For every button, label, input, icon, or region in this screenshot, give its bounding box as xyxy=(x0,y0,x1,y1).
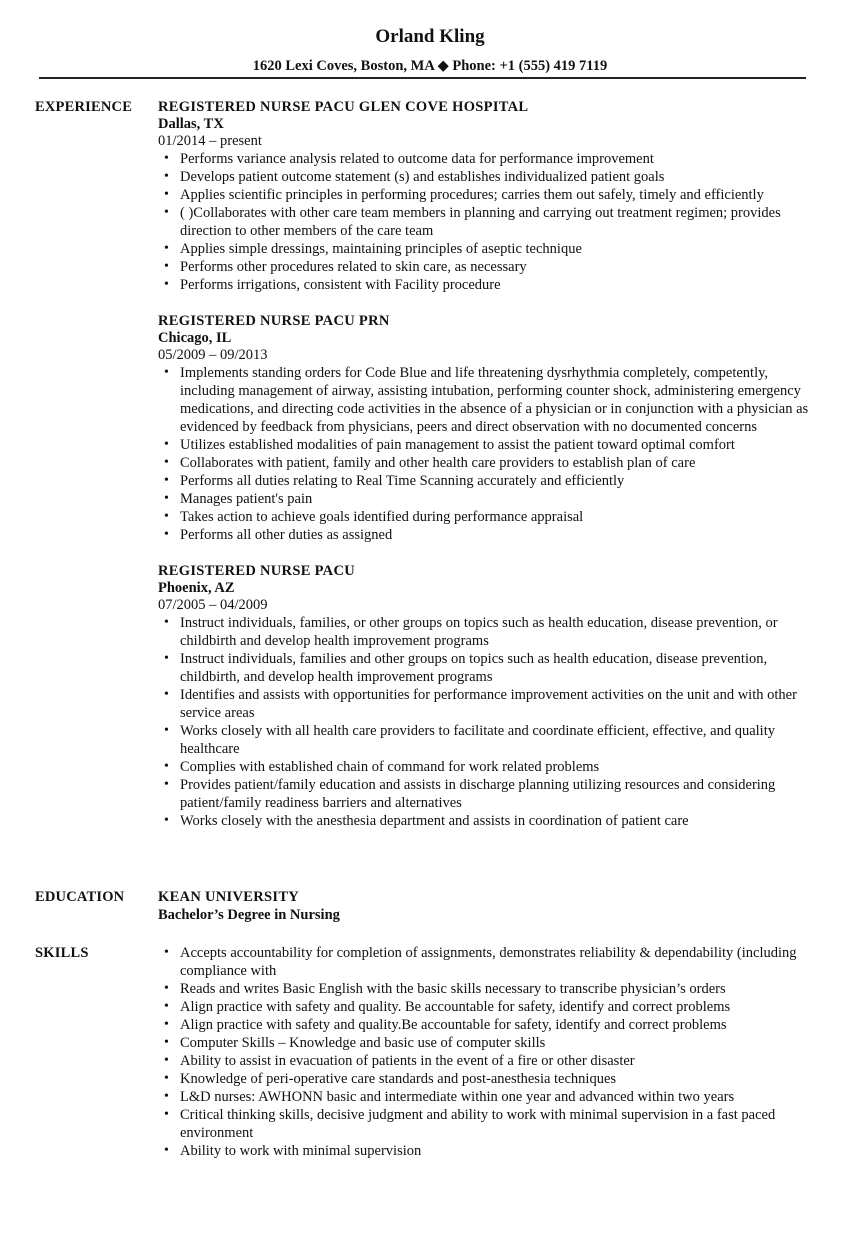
bullet-item: • Instruct individuals, families, or other groups on topics such as health education, disease prevention, or childbirth and develop health improvement programs xyxy=(180,614,810,650)
bullet-item: • Works closely with all health care providers to facilitate and coordinate efficient, effective, and quality healthcare xyxy=(180,722,810,758)
job-bullets xyxy=(158,364,810,544)
bullet-item: • Instruct individuals, families and other groups on topics such as health education, disease prevention, childbirth, and develop health improvement programs xyxy=(180,650,810,686)
skills-section xyxy=(35,944,810,1160)
bullet-item: • Performs irrigations, consistent with Facility procedure xyxy=(180,276,810,294)
skill-item: • Knowledge of peri-operative care standards and post-anesthesia techniques xyxy=(180,1070,810,1088)
job-dates: 01/2014 – present xyxy=(158,133,262,149)
degree-name: Bachelor’s Degree in Nursing xyxy=(158,907,340,923)
job-title: REGISTERED NURSE PACU GLEN COVE HOSPITAL xyxy=(158,99,529,115)
bullet-item: • Applies scientific principles in performing procedures; carries them out safely, timely and efficiently xyxy=(180,186,810,204)
job-entry xyxy=(158,98,810,294)
job-location: Phoenix, AZ xyxy=(158,580,235,596)
experience-section xyxy=(35,98,810,848)
job-dates: 05/2009 – 09/2013 xyxy=(158,347,268,363)
bullet-item: • Performs all other duties as assigned xyxy=(180,526,810,544)
bullet-item: • Complies with established chain of command for work related problems xyxy=(180,758,810,776)
bullet-item: • Performs variance analysis related to outcome data for performance improvement xyxy=(180,150,810,168)
bullet-item: • Takes action to achieve goals identified during performance appraisal xyxy=(180,508,810,526)
bullet-item: • Applies simple dressings, maintaining principles of aseptic technique xyxy=(180,240,810,258)
job-location: Dallas, TX xyxy=(158,116,224,132)
school-name: KEAN UNIVERSITY xyxy=(158,889,300,905)
bullet-item: • Utilizes established modalities of pain management to assist the patient toward optimal comfort xyxy=(180,436,810,454)
header-divider xyxy=(39,77,806,79)
job-dates: 07/2005 – 04/2009 xyxy=(158,597,268,613)
section-title-education: EDUCATION xyxy=(35,889,125,905)
skill-item: • Computer Skills – Knowledge and basic use of computer skills xyxy=(180,1034,810,1052)
job-entry xyxy=(158,562,810,830)
bullet-item: • Performs all duties relating to Real Time Scanning accurately and efficiently xyxy=(180,472,810,490)
bullet-item: • Works closely with the anesthesia department and assists in coordination of patient care xyxy=(180,812,810,830)
contact-line: 1620 Lexi Coves, Boston, MA ◆ Phone: +1 (555) 419 7119 xyxy=(252,58,608,74)
skill-item: • Align practice with safety and quality.Be accountable for safety, identify and correct problems xyxy=(180,1016,810,1034)
bullet-item: • Performs other procedures related to skin care, as necessary xyxy=(180,258,810,276)
job-location: Chicago, IL xyxy=(158,330,232,346)
section-title-skills: SKILLS xyxy=(35,945,89,961)
section-title-experience: EXPERIENCE xyxy=(35,99,133,115)
skill-item: • L&D nurses: AWHONN basic and intermediate within one year and advanced within two years xyxy=(180,1088,810,1106)
job-title: REGISTERED NURSE PACU PRN xyxy=(158,313,390,329)
skill-item: • Ability to assist in evacuation of patients in the event of a fire or other disaster xyxy=(180,1052,810,1070)
job-entry xyxy=(158,312,810,544)
job-bullets xyxy=(158,614,810,830)
education-section xyxy=(35,888,810,924)
job-title: REGISTERED NURSE PACU xyxy=(158,563,355,579)
skill-item: • Align practice with safety and quality. Be accountable for safety, identify and correct problems xyxy=(180,998,810,1016)
bullet-item: • Identifies and assists with opportunities for performance improvement activities on the unit and with other service areas xyxy=(180,686,810,722)
skill-item: • Reads and writes Basic English with the basic skills necessary to transcribe physician’s orders xyxy=(180,980,810,998)
skill-item: • Ability to work with minimal supervision xyxy=(180,1142,810,1160)
bullet-item: • ( )Collaborates with other care team members in planning and carrying out treatment regimen; provides direction to other members of the care team xyxy=(180,204,810,240)
bullet-item: • Provides patient/family education and assists in discharge planning utilizing resources and considering patient/family readiness barriers and alternatives xyxy=(180,776,810,812)
skill-item: • Accepts accountability for completion of assignments, demonstrates reliability & dependability (including compliance with xyxy=(180,944,810,980)
bullet-item: • Manages patient's pain xyxy=(180,490,810,508)
skill-item: • Critical thinking skills, decisive judgment and ability to work with minimal supervision in a fast paced environment xyxy=(180,1106,810,1142)
skills-list xyxy=(158,944,810,1160)
bullet-item: • Develops patient outcome statement (s) and establishes individualized patient goals xyxy=(180,168,810,186)
skills-body xyxy=(158,944,810,1160)
resume-header xyxy=(0,0,860,75)
bullet-item: • Implements standing orders for Code Blue and life threatening dysrhythmia completely, competently, including management of airway, assisting intubation, performing counter shock, administering emergency medications, and directing code activities in the absence of a physician or in conjunction with a physician as evidenced by feedback from physicians, peers and direct observation with no documented concerns xyxy=(180,364,810,436)
experience-body xyxy=(158,98,810,830)
bullet-item: • Collaborates with patient, family and other health care providers to establish plan of care xyxy=(180,454,810,472)
candidate-name: Orland Kling xyxy=(375,26,485,47)
education-body xyxy=(158,888,810,924)
job-bullets xyxy=(158,150,810,294)
